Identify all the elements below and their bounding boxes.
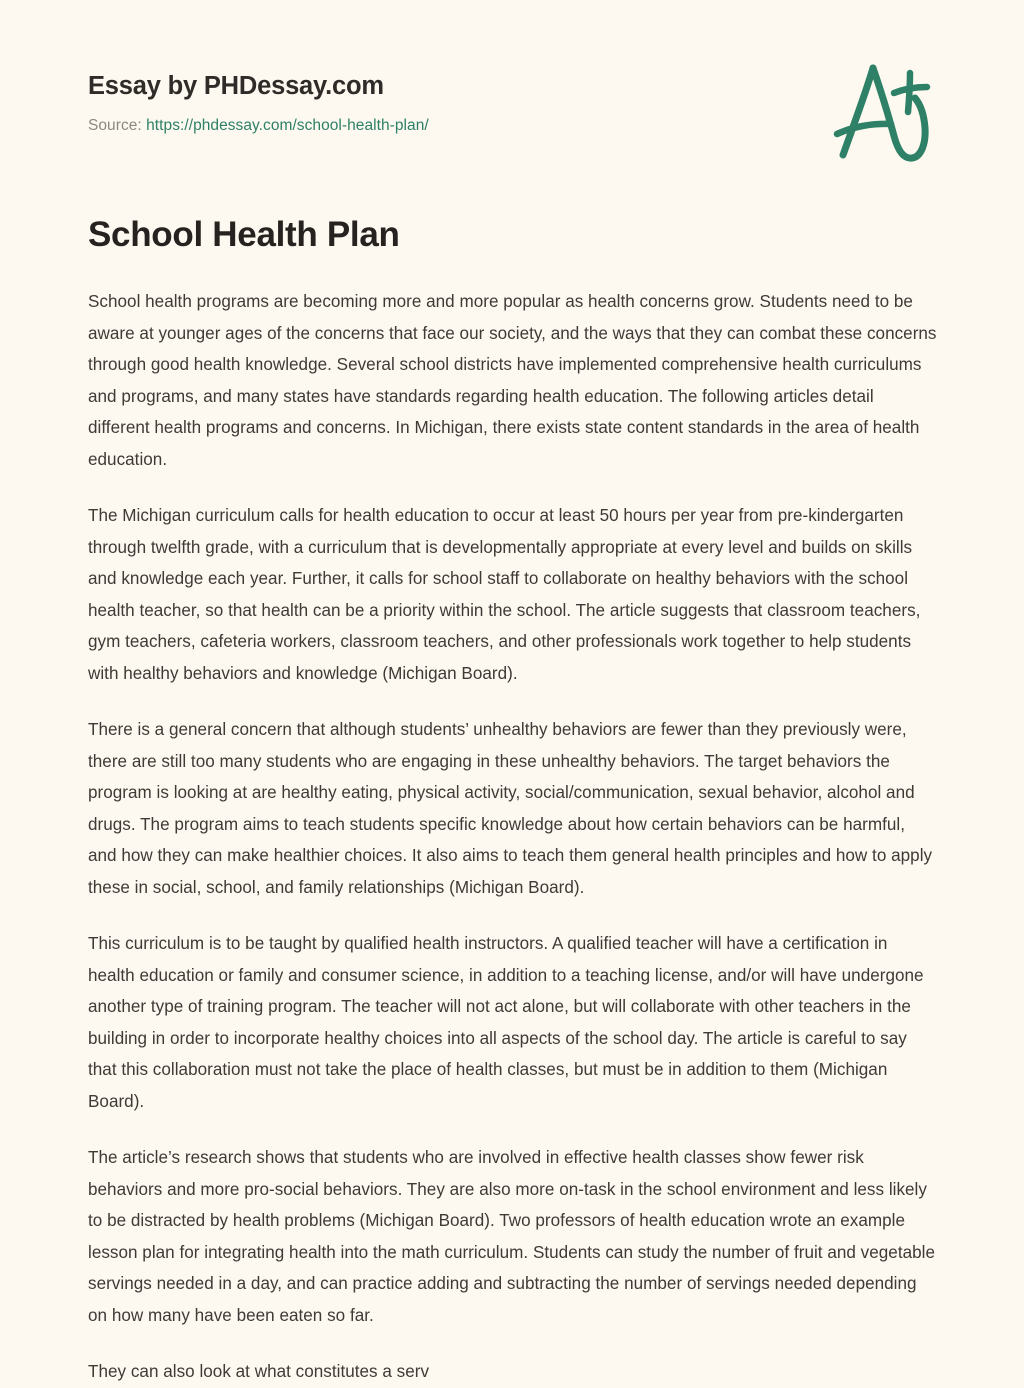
paragraph: The Michigan curriculum calls for health education to occur at least 50 hours per year from pre-kindergarten through twelfth grade, with a curriculum that is developmentally appropriate at every level and builds on skills and knowledge each year. Further, it calls for school staff to collaborate on healthy behaviors with the school health teacher, so that health can be a priority within the school. The article suggests that classroom teachers, gym teachers, cafeteria workers, classroom teachers, and other professionals work together to help students with healthy behaviors and knowledge (Michigan Board).	[88, 506, 921, 683]
paragraph: There is a general concern that although students’ unhealthy behaviors are fewer than they previously were, there are still too many students who are engaging in these unhealthy behaviors. The target behaviors the program is looking at are healthy eating, physical activity, social/communication, sexual behavior, alcohol and drugs. The program aims to teach students specific knowledge about how certain behaviors can be harmful, and how they can make healthier choices. It also aims to teach them general health principles and how to apply these in social, school, and family relationships (Michigan Board).	[88, 720, 933, 897]
source-url-link[interactable]: https://phdessay.com/school-health-plan/	[146, 117, 429, 135]
document-header	[88, 0, 936, 135]
paragraph: School health programs are becoming more and more popular as health concerns grow. Students need to be aware at younger ages of the concerns that face our society, and the ways that they can combat these concerns through good health knowledge. Several school districts have implemented comprehensive health curriculums and programs, and many states have standards regarding health education. The following articles detail different health programs and concerns. In Michigan, there exists state content standards in the area of health education.	[88, 292, 937, 469]
paragraph-truncated: They can also look at what constitutes a serv	[88, 1362, 430, 1381]
source-line	[88, 117, 936, 136]
paragraph: The article’s research shows that students who are involved in effective health classes show fewer risk behaviors and more pro-social behaviors. They are also more on-task in the school environment and less likely to be distracted by health problems (Michigan Board). Two professors of health education wrote an example lesson plan for integrating health into the math curriculum. Students can study the number of fruit and vegetable servings needed in a day, and can practice adding and subtracting the number of servings needed depending on how many have been eaten so far.	[88, 1148, 935, 1325]
article-body	[88, 256, 938, 1388]
page-title: School Health Plan	[88, 215, 400, 254]
source-label: Source:	[88, 117, 142, 135]
paragraph: This curriculum is to be taught by qualified health instructors. A qualified teacher will have a certification in health education or family and consumer science, in addition to a teaching license, and/or will have undergone another type of training program. The teacher will not act alone, but will collaborate with other teachers in the building in order to incorporate healthy choices into all aspects of the school day. The article is careful to say that this collaboration must not take the place of health classes, but must be in addition to them (Michigan Board).	[88, 934, 924, 1111]
essay-byline: Essay by PHDessay.com	[88, 72, 384, 100]
